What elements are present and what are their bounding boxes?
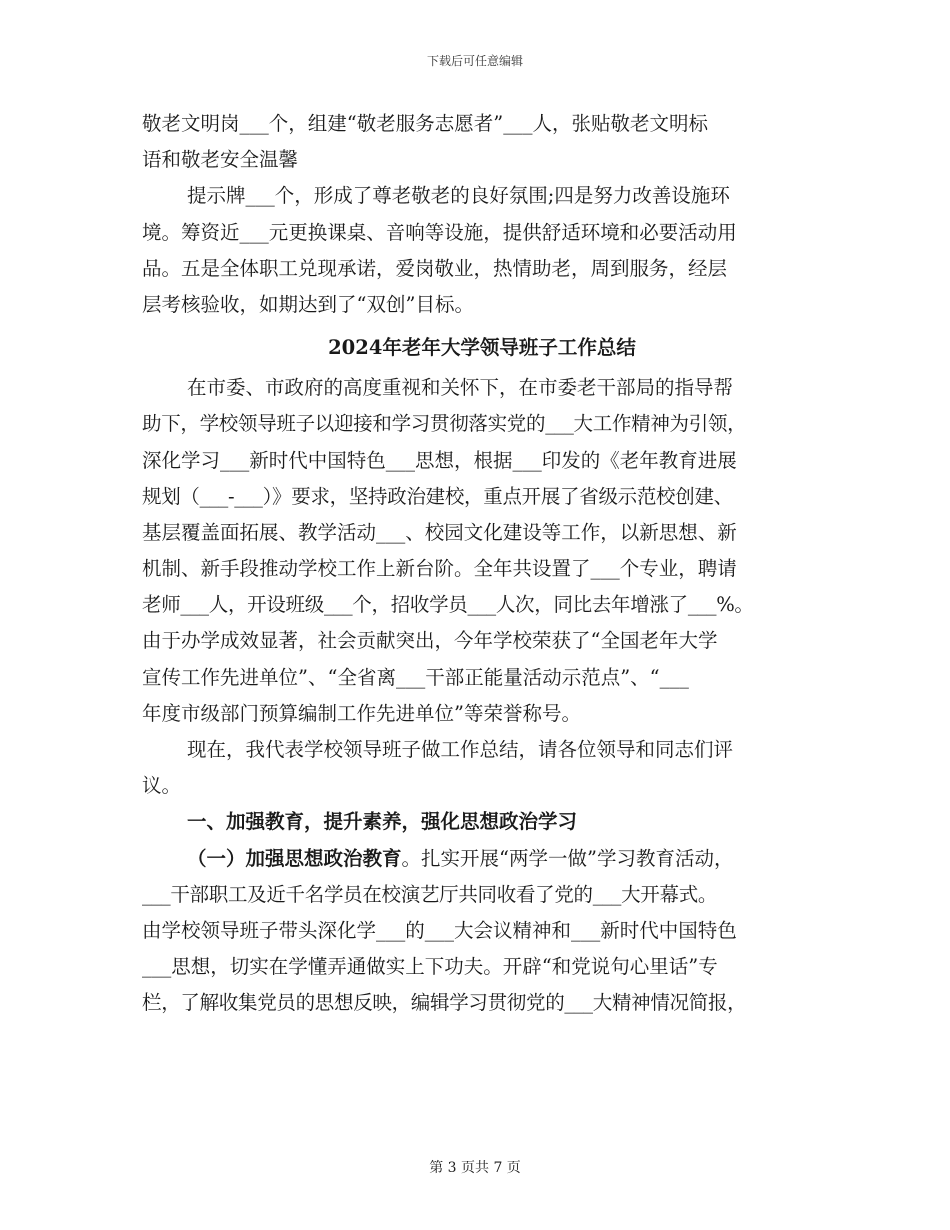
- paragraph-line: 基层覆盖面拓展、教学活动___、校园文化建设等工作，以新思想、新: [142, 520, 737, 544]
- paragraph-line: 境。筹资近___元更换课桌、音响等设施，提供舒适环境和必要活动用: [142, 220, 737, 244]
- paragraph-line: ___思想，切实在学懂弄通做实上下功夫。开辟“和党说句心里话”专: [142, 955, 718, 979]
- paragraph-line: 老师___人，开设班级___个，招收学员___人次，同比去年增涨了___%。: [142, 593, 754, 617]
- paragraph-line: 层考核验收，如期达到了“双创”目标。: [142, 292, 474, 316]
- paragraph-line: 规划（___-___）》要求，坚持政治建校，重点开展了省级示范校创建、: [142, 484, 733, 508]
- paragraph-line: 敬老文明岗___个，组建“敬老服务志愿者”___人，张贴敬老文明标: [142, 112, 708, 135]
- paragraph-line: 深化学习___新时代中国特色___思想，根据___印发的《老年教育进展: [142, 448, 737, 472]
- paragraph-line: 议。: [142, 774, 182, 798]
- paragraph-line: 品。五是全体职工兑现承诺，爱岗敬业，热情助老，周到服务，经层: [142, 256, 728, 280]
- paragraph-line: ___干部职工及近千名学员在校演艺厅共同收看了党的___大开幕式。: [142, 882, 718, 906]
- paragraph-line: 语和敬老安全温馨: [142, 148, 299, 172]
- subsection-text: 。扎实开展“两学一做”学习教育活动，: [401, 846, 734, 870]
- page-number-footer: 第 3 页共 7 页: [429, 1160, 521, 1176]
- section-heading: 一、加强教育，提升素养，强化思想政治学习: [187, 810, 578, 834]
- paragraph-line: 机制、新手段推动学校工作上新台阶。全年共设置了___个专业，聘请: [142, 557, 737, 581]
- paragraph-line: 在市委、市政府的高度重视和关怀下，在市委老干部局的指导帮: [187, 376, 734, 400]
- document-title: 2024年老年大学领导班子工作总结: [328, 336, 636, 360]
- paragraph-line: 现在，我代表学校领导班子做工作总结，请各位领导和同志们评: [187, 738, 734, 761]
- paragraph-line: [142, 841, 822, 877]
- paragraph-line: 宣传工作先进单位”、“全省离___干部正能量活动示范点”、“___: [142, 665, 689, 689]
- paragraph-line: 栏，了解收集党员的思想反映，编辑学习贯彻党的___大精神情况简报，: [142, 991, 747, 1015]
- paragraph-line: 年度市级部门预算编制工作先进单位”等荣誉称号。: [142, 701, 581, 725]
- document-body: [142, 106, 822, 1022]
- subsection-heading: （一）加强思想政治教育: [187, 846, 402, 870]
- paragraph-line: 提示牌___个，形成了尊老敬老的良好氛围;四是努力改善设施环: [187, 184, 730, 208]
- paragraph-line: 由于办学成效显著，社会贡献突出，今年学校荣获了“全国老年大学: [142, 629, 718, 653]
- page-header-note: 下载后可任意编辑: [426, 54, 523, 68]
- paragraph-line: 由学校领导班子带头深化学___的___大会议精神和___新时代中国特色: [142, 918, 737, 942]
- paragraph-line: 助下，学校领导班子以迎接和学习贯彻落实党的___大工作精神为引领，: [142, 412, 747, 436]
